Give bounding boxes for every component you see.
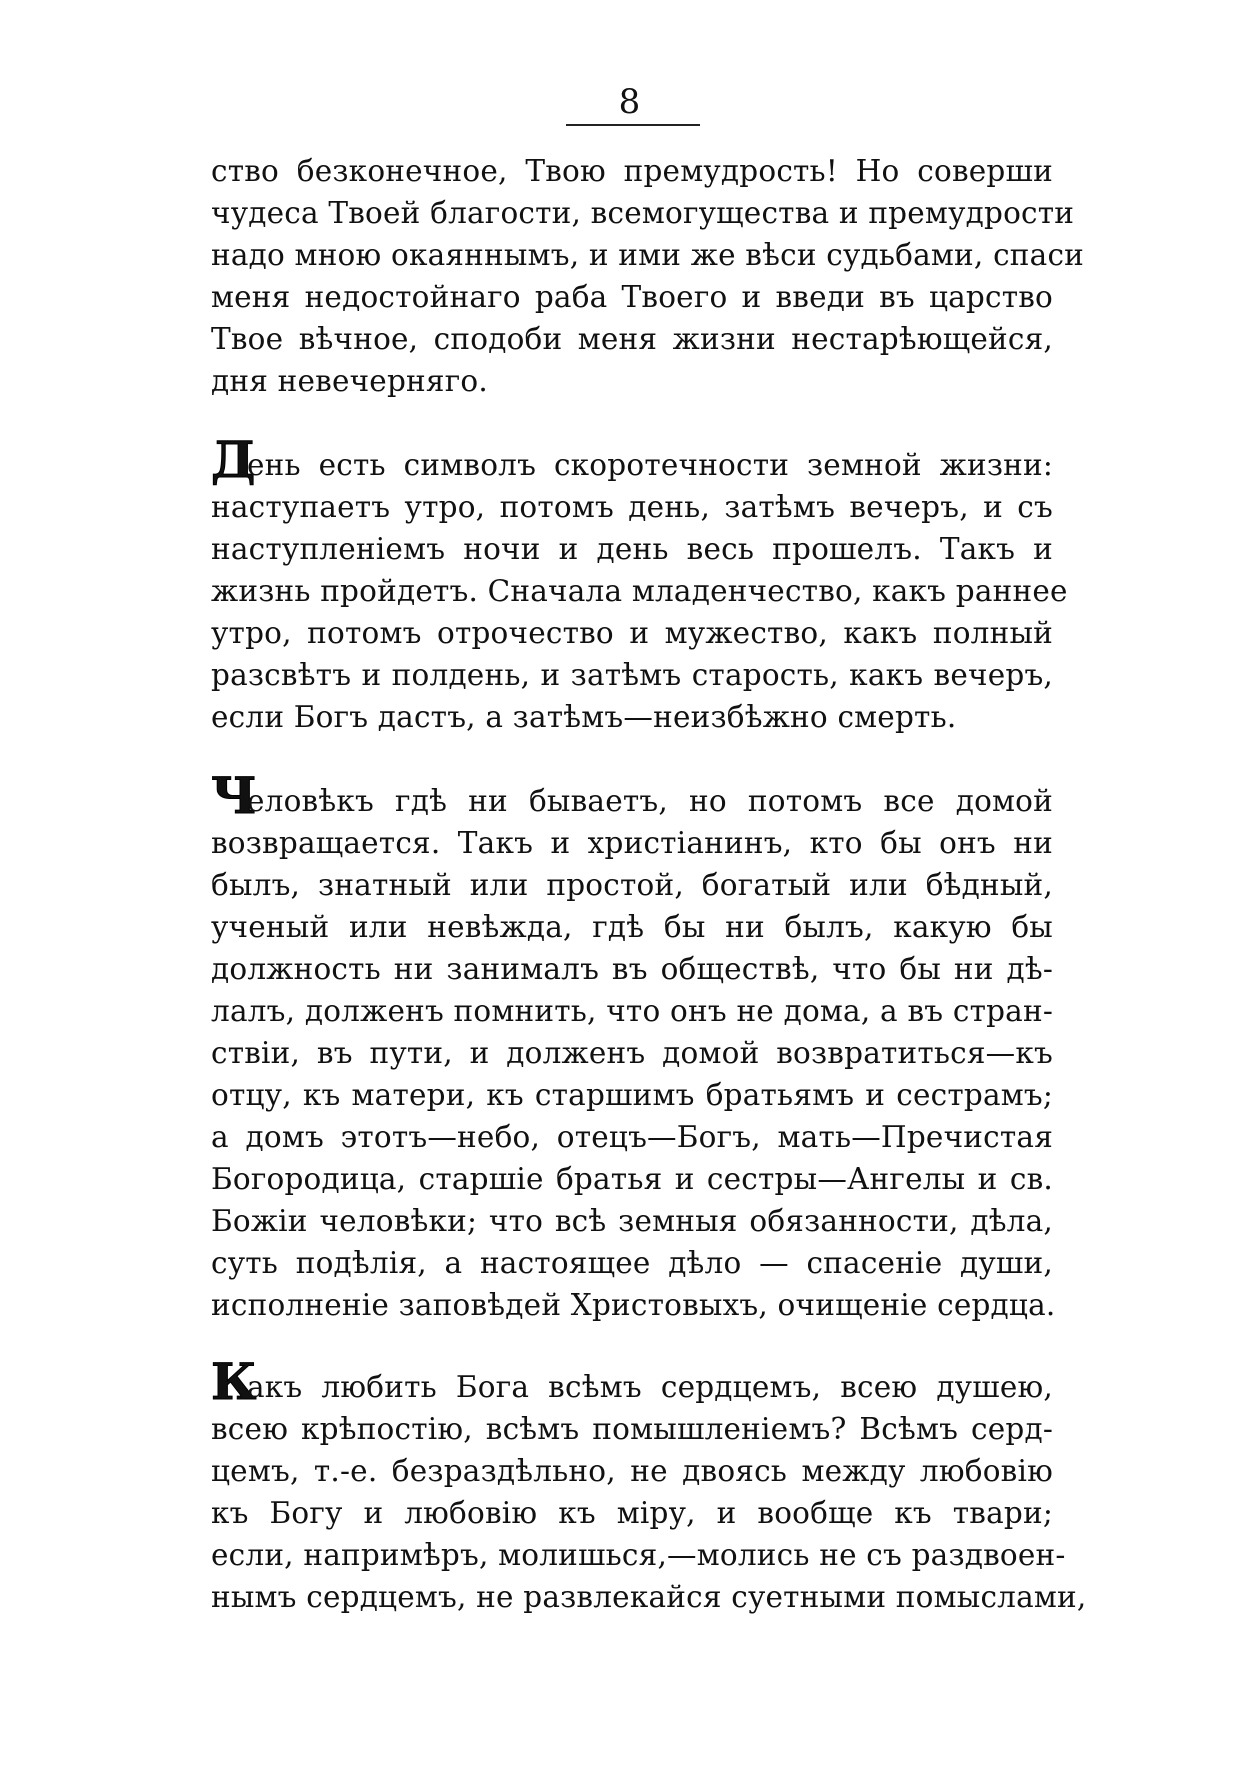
page-number-rule bbox=[566, 124, 700, 126]
paragraph-line: надо мною окаяннымъ, и ими же вѣси судьбами, спаси bbox=[211, 238, 1085, 272]
paragraph-line: отцу, къ матери, къ старшимъ братьямъ и сестрамъ; bbox=[211, 1078, 1053, 1112]
paragraph-4 bbox=[211, 1352, 1087, 1618]
paragraph-line: цемъ, т.-е. безраздѣльно, не двоясь между любовію bbox=[211, 1454, 1053, 1488]
paragraph-line: ень есть символъ скоротечности земной жизни: bbox=[247, 448, 1053, 482]
paragraph-line: если Богъ дастъ, а затѣмъ—неизбѣжно смерть. bbox=[211, 700, 957, 734]
paragraph-line: всею крѣпостію, всѣмъ помышленіемъ? Всѣмъ серд- bbox=[211, 1412, 1053, 1446]
paragraph-line: былъ, знатный или простой, богатый или бѣдный, bbox=[211, 868, 1053, 902]
paragraph-line: меня недостойнаго раба Твоего и введи въ царство bbox=[211, 280, 1053, 314]
paragraph-line: Богородица, старшіе братья и сестры—Ангелы и св. bbox=[211, 1162, 1053, 1196]
paragraph-first-line bbox=[211, 1352, 1053, 1411]
paragraph-line: Божіи человѣки; что всѣ земныя обязанности, дѣла, bbox=[211, 1204, 1053, 1238]
paragraph-line: суть подѣлія, а настоящее дѣло — спасеніе души, bbox=[211, 1246, 1053, 1280]
dropcap: К bbox=[211, 1352, 257, 1411]
paragraph-line: еловѣкъ гдѣ ни бываетъ, но потомъ все домой bbox=[247, 784, 1053, 818]
paragraph-line: разсвѣтъ и полдень, и затѣмъ старость, какъ вечеръ, bbox=[211, 658, 1053, 692]
paragraph-line: исполненіе заповѣдей Христовыхъ, очищеніе сердца. bbox=[211, 1288, 1056, 1322]
paragraph-line: ство безконечное, Твою премудрость! Но соверши bbox=[211, 154, 1053, 188]
paragraph-line: ствіи, въ пути, и долженъ домой возвратиться—къ bbox=[211, 1036, 1053, 1070]
paragraph-first-line bbox=[211, 766, 1053, 825]
paragraph-line: нымъ сердцемъ, не развлекайся суетными помыслами, bbox=[211, 1580, 1087, 1614]
dropcap: Ч bbox=[211, 766, 257, 825]
paragraph-line: ученый или невѣжда, гдѣ бы ни былъ, какую бы bbox=[211, 910, 1053, 944]
paragraph-line: лалъ, долженъ помнить, что онъ не дома, а въ стран- bbox=[211, 994, 1053, 1028]
paragraph-1 bbox=[211, 150, 1085, 402]
paragraph-line: наступленіемъ ночи и день весь прошелъ. Такъ и bbox=[211, 532, 1053, 566]
paragraph-line: чудеса Твоей благости, всемогущества и премудрости bbox=[211, 196, 1075, 230]
paragraph-line: наступаетъ утро, потомъ день, затѣмъ вечеръ, и съ bbox=[211, 490, 1053, 524]
dropcap: Д bbox=[211, 430, 256, 489]
paragraph-line: жизнь пройдетъ. Сначала младенчество, какъ раннее bbox=[211, 574, 1068, 608]
paragraph-line: если, напримѣръ, молишься,—молись не съ раздвоен- bbox=[211, 1538, 1066, 1572]
paragraph-line: должность ни занималъ въ обществѣ, что бы ни дѣ- bbox=[211, 952, 1053, 986]
page-number: 8 bbox=[618, 82, 641, 122]
paragraph-line: возвращается. Такъ и христіанинъ, кто бы онъ ни bbox=[211, 826, 1053, 860]
paragraph-line: къ Богу и любовію къ міру, и вообще къ твари; bbox=[211, 1496, 1053, 1530]
paragraph-3 bbox=[211, 766, 1056, 1326]
paragraph-2 bbox=[211, 430, 1068, 738]
paragraph-line: а домъ этотъ—небо, отецъ—Богъ, мать—Пречистая bbox=[211, 1120, 1053, 1154]
paragraph-line: Твое вѣчное, сподоби меня жизни нестарѣющейся, bbox=[211, 322, 1053, 356]
paragraph-line: дня невечерняго. bbox=[211, 364, 488, 398]
paragraph-line: акъ любить Бога всѣмъ сердцемъ, всею душею, bbox=[247, 1370, 1053, 1404]
paragraph-line: утро, потомъ отрочество и мужество, какъ полный bbox=[211, 616, 1053, 650]
paragraph-first-line bbox=[211, 430, 1053, 489]
